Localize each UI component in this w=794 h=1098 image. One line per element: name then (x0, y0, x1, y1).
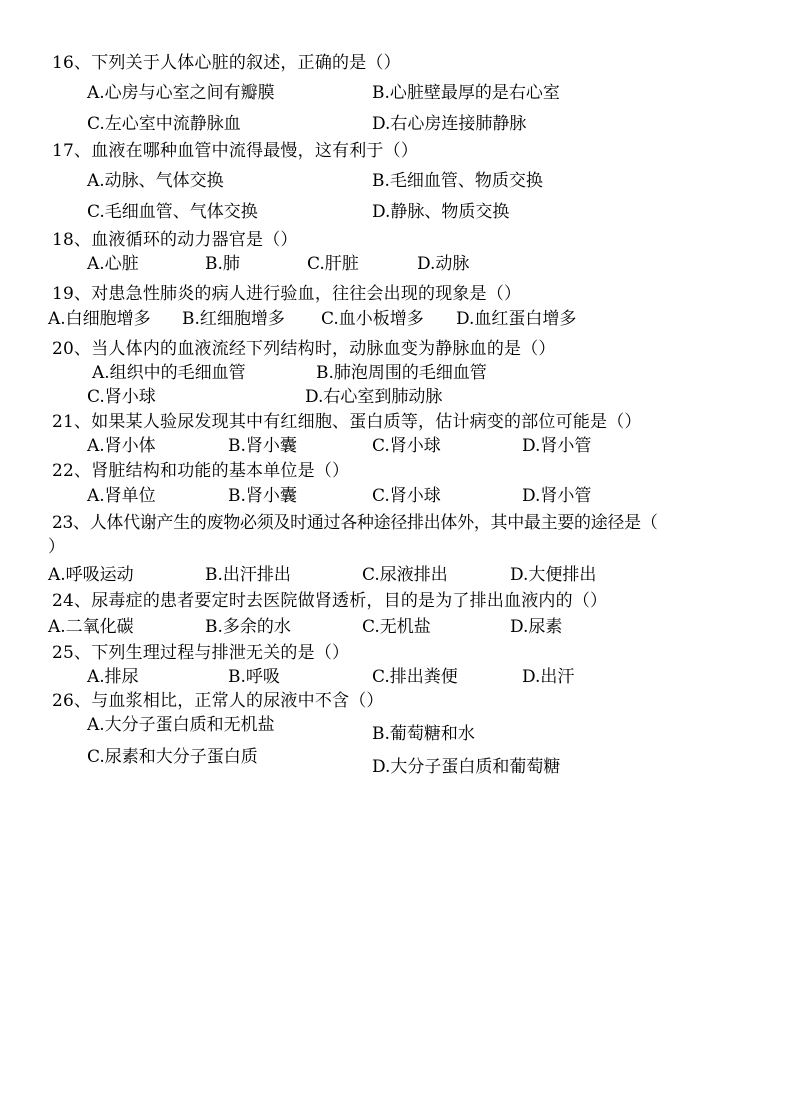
question-19-option-b: B.红细胞增多 (182, 309, 285, 329)
question-18-option-a: A.心脏 (87, 254, 139, 274)
question-24-stem: 24、尿毒症的患者要定时去医院做肾透析，目的是为了排出血液内的（） (52, 591, 608, 611)
question-19-option-d: D.血红蛋白增多 (456, 309, 577, 329)
question-18-option-d: D.动脉 (417, 254, 470, 274)
question-20-option-a: A.组织中的毛细血管 (92, 363, 246, 383)
question-23-stem: 23、人体代谢产生的废物必须及时通过各种途径排出体外，其中最主要的途径是（ (52, 513, 658, 533)
question-20-stem: 20、当人体内的血液流经下列结构时，动脉血变为静脉血的是（） (52, 339, 556, 359)
question-22-option-c: C.肾小球 (372, 486, 441, 506)
question-26-stem: 26、与血浆相比，正常人的尿液中不含（） (52, 691, 384, 711)
question-16-stem: 16、下列关于人体心脏的叙述，正确的是（） (52, 53, 401, 73)
question-16-option-d: D.右心房连接肺静脉 (372, 114, 527, 134)
question-26-option-d: D.大分子蛋白质和葡萄糖 (372, 757, 561, 777)
question-25-option-a: A.排尿 (87, 667, 139, 687)
question-16-option-a: A.心房与心室之间有瓣膜 (87, 83, 275, 103)
question-23-option-a: A.呼吸运动 (48, 565, 134, 585)
question-23-option-d: D.大便排出 (510, 565, 597, 585)
question-22-option-a: A.肾单位 (87, 486, 156, 506)
question-18-stem: 18、血液循环的动力器官是（） (52, 230, 298, 250)
question-21-stem: 21、如果某人验尿发现其中有红细胞、蛋白质等，估计病变的部位可能是（） (52, 412, 642, 432)
question-17-option-b: B.毛细血管、物质交换 (372, 171, 543, 191)
question-25-option-c: C.排出粪便 (372, 667, 458, 687)
question-24-option-d: D.尿素 (510, 617, 563, 637)
question-17-option-d: D.静脉、物质交换 (372, 202, 510, 222)
question-24-option-b: B.多余的水 (205, 617, 291, 637)
question-26-option-b: B.葡萄糖和水 (372, 724, 475, 744)
question-19-option-a: A.白细胞增多 (48, 309, 151, 329)
question-26-option-c: C.尿素和大分子蛋白质 (87, 747, 258, 767)
question-19-option-c: C.血小板增多 (321, 309, 424, 329)
question-17-option-a: A.动脉、气体交换 (87, 171, 224, 191)
question-19-stem: 19、对患急性肺炎的病人进行验血，往往会出现的现象是（） (52, 284, 522, 304)
question-21-option-d: D.肾小管 (522, 436, 592, 456)
question-24-option-c: C.无机盐 (362, 617, 431, 637)
question-25-option-b: B.呼吸 (228, 667, 280, 687)
question-26-option-a: A.大分子蛋白质和无机盐 (87, 715, 275, 735)
question-23-option-c: C.尿液排出 (362, 565, 448, 585)
question-20-option-b: B.肺泡周围的毛细血管 (316, 363, 487, 383)
question-25-option-d: D.出汗 (522, 667, 575, 687)
question-18-option-c: C.肝脏 (307, 254, 359, 274)
question-25-stem: 25、下列生理过程与排泄无关的是（） (52, 643, 350, 663)
question-21-option-a: A.肾小体 (87, 436, 156, 456)
question-24-option-a: A.二氧化碳 (48, 617, 134, 637)
question-20-option-d: D.右心室到肺动脉 (305, 387, 443, 407)
question-20-option-c: C.肾小球 (87, 387, 156, 407)
question-23-stem-continuation: ） (48, 537, 66, 557)
question-16-option-c: C.左心室中流静脉血 (87, 114, 241, 134)
question-17-option-c: C.毛细血管、气体交换 (87, 202, 258, 222)
question-21-option-b: B.肾小囊 (228, 436, 297, 456)
question-16-option-b: B.心脏壁最厚的是右心室 (372, 83, 560, 103)
question-22-option-b: B.肾小囊 (228, 486, 297, 506)
question-22-option-d: D.肾小管 (522, 486, 592, 506)
question-18-option-b: B.肺 (205, 254, 240, 274)
question-23-option-b: B.出汗排出 (205, 565, 291, 585)
question-21-option-c: C.肾小球 (372, 436, 441, 456)
question-17-stem: 17、血液在哪种血管中流得最慢，这有利于（） (52, 141, 419, 161)
question-22-stem: 22、肾脏结构和功能的基本单位是（） (52, 461, 350, 481)
